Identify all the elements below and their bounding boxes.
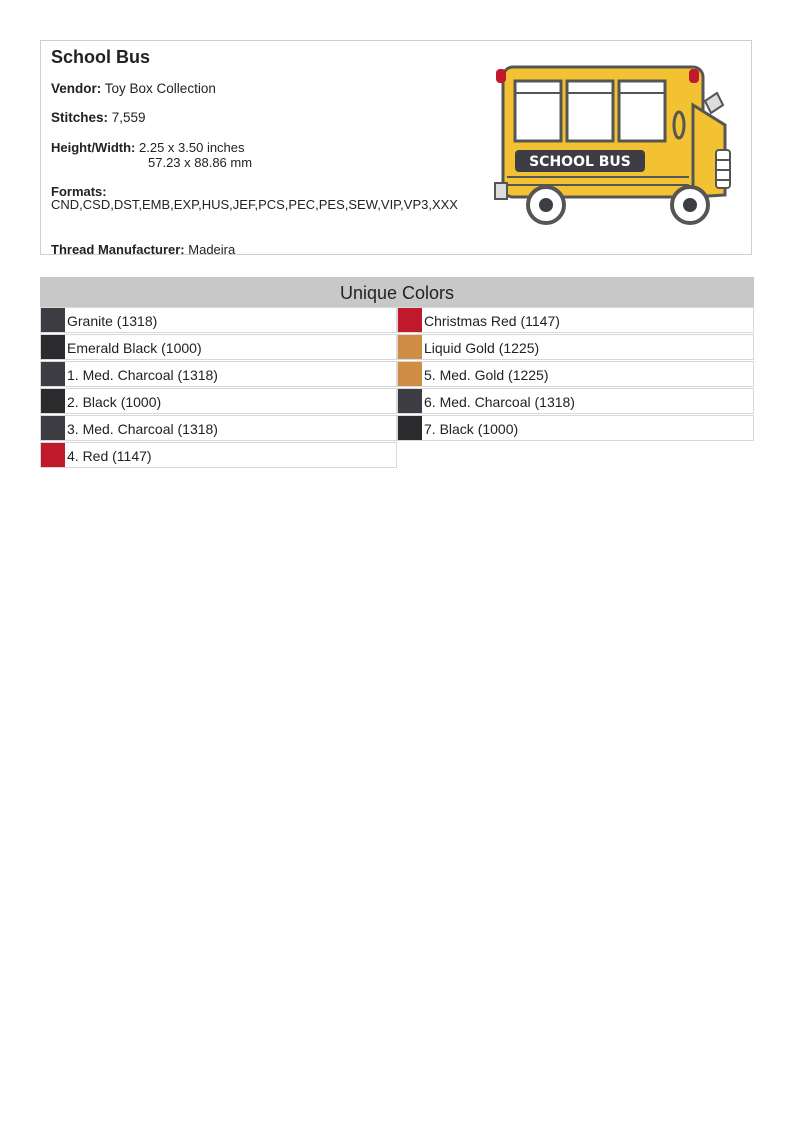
color-label: 5. Med. Gold (1225) — [424, 367, 549, 383]
color-row — [40, 334, 397, 360]
thread-value: Madeira — [188, 242, 236, 257]
thread-label: Thread Manufacturer: — [51, 242, 185, 257]
color-label: Christmas Red (1147) — [424, 313, 560, 329]
color-label: 3. Med. Charcoal (1318) — [67, 421, 218, 437]
height-width-label: Height/Width: — [51, 140, 136, 155]
color-swatch — [41, 389, 65, 413]
color-row — [397, 388, 754, 414]
color-row — [397, 307, 754, 333]
color-swatch — [398, 389, 422, 413]
product-info-box — [40, 40, 752, 255]
unique-colors-header: Unique Colors — [40, 277, 754, 307]
color-swatch — [41, 416, 65, 440]
stitches-label: Stitches: — [51, 110, 109, 125]
color-label: 6. Med. Charcoal (1318) — [424, 394, 575, 410]
color-label: 2. Black (1000) — [67, 394, 162, 410]
color-swatch — [41, 362, 65, 386]
color-row — [40, 361, 397, 387]
color-label: 7. Black (1000) — [424, 421, 519, 437]
vendor-label: Vendor: — [51, 81, 102, 96]
color-swatch — [41, 335, 65, 359]
color-row — [40, 415, 397, 441]
height-width-mm: 57.23 x 88.86 mm — [148, 155, 253, 170]
stitches-value: 7,559 — [111, 110, 146, 125]
color-row — [397, 334, 754, 360]
color-label: Liquid Gold (1225) — [424, 340, 540, 356]
color-swatch — [398, 362, 422, 386]
formats-label: Formats: — [51, 184, 107, 199]
stitches-row — [51, 110, 146, 125]
height-width-row — [51, 140, 245, 155]
color-label: 1. Med. Charcoal (1318) — [67, 367, 218, 383]
color-row — [40, 442, 397, 468]
school-bus-image — [493, 55, 743, 231]
height-width-inches: 2.25 x 3.50 inches — [139, 140, 245, 155]
product-title: School Bus — [51, 47, 151, 67]
thread-row — [51, 242, 235, 257]
bus-sign-text: SCHOOL BUS — [529, 154, 631, 170]
vendor-row — [51, 81, 216, 96]
color-row — [40, 388, 397, 414]
color-swatch — [41, 443, 65, 467]
color-swatch — [41, 308, 65, 332]
color-label: Emerald Black (1000) — [67, 340, 202, 356]
color-swatch — [398, 308, 422, 332]
formats-value: CND,CSD,DST,EMB,EXP,HUS,JEF,PCS,PEC,PES,SEW,VIP,VP3,XXX — [51, 197, 458, 212]
color-swatch — [398, 416, 422, 440]
color-row — [397, 361, 754, 387]
color-label: 4. Red (1147) — [67, 448, 152, 464]
color-row — [397, 415, 754, 441]
color-swatch — [398, 335, 422, 359]
color-row — [40, 307, 397, 333]
vendor-value: Toy Box Collection — [104, 81, 216, 96]
color-label: Granite (1318) — [67, 313, 158, 329]
